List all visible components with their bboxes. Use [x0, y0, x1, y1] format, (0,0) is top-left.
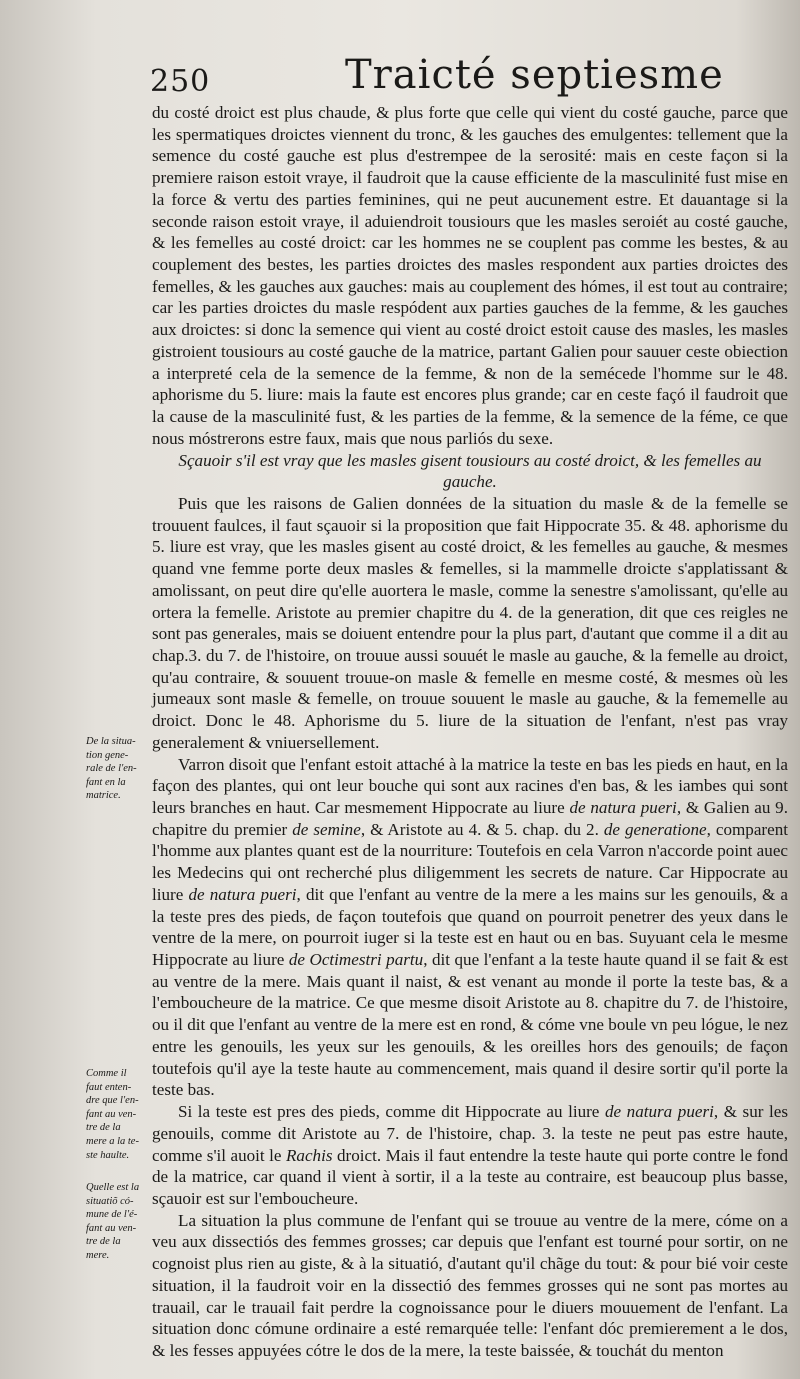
margin-note-line: matrice.	[86, 790, 121, 802]
margin-note-line: tre de la	[86, 1122, 121, 1134]
margin-note-line: dre que l'en-	[86, 1095, 139, 1107]
paragraph-common-situation: La situation la plus commune de l'enfant qui se trouue au ventre de la mere, cóme on a veu aux dissectiós des femmes grosses; car depuis que l'enfant est tourné pour sortir, on ne cognoist plus rien au giste, & à la situatió, d'autant qu'il chãge du tout: & pour bié voir ceste situation, il la faudroit voir en la dissectió des femmes grosses qui ne sont pas mortes au trauail, car le trauail fait perdre la cognoissance pour le diuers mouuement de l'enfant. La situation donc cómune ordinaire a esté remarquée telle: l'enfant dóc premierement a le dos, & les fesses appuyées cótre le dos de la mere, la teste baissée, & touchát du menton	[152, 1210, 788, 1360]
text-run: , dit que l'enfant au ventre de la mere a les mains sur les genouils, & a la teste pres des pieds, de façon toutefois que quand on pourroit penetrer des yeux dans le ventre de la mere, on pourroit iuger si la teste est en haut ou en bas. Suyuant cela le mesme Hippocrate au liure	[152, 884, 789, 970]
margin-note-situation	[86, 735, 148, 803]
latin-term: Rachis	[285, 1145, 333, 1165]
latin-title: de natura pueri	[604, 1102, 714, 1122]
margin-note-head-high	[86, 1067, 148, 1162]
margin-note-line: mere a la te-	[86, 1135, 139, 1147]
text-run: droict. Mais il faut entendre la teste haute qui porte contre le fond de la matrice, car quand il vient à sortir, il a la teste au contraire, est beaucoup plus basse, sçauoir est sur l'emboucheure.	[152, 1145, 789, 1208]
margin-note-line: rale de l'en-	[86, 763, 137, 775]
margin-note-line: fant en la	[86, 776, 126, 788]
margin-note-line: tre de la	[86, 1236, 121, 1248]
text-run: , & sur les genouils, comme dit Aristote au 7. de l'histoire, chap. 3. la teste ne peut pas estre haute, comme s'il auoit le	[152, 1102, 788, 1165]
margin-note-line: mune de l'é-	[86, 1209, 138, 1221]
text-run: Varron disoit que l'enfant estoit attaché à la matrice la teste en bas les pieds en haut, en la façon des plantes, qui ont leur bouche qui sont aux racines d'en bas, & les iambes qui sont leurs branches en haut. Car mesmement Hippocrate au liure	[152, 754, 788, 817]
running-head: Traicté septiesme	[345, 52, 724, 98]
latin-title: de natura pueri	[569, 798, 677, 817]
latin-title: de natura pueri	[188, 884, 297, 904]
margin-note-line: ste haulte.	[86, 1149, 130, 1161]
latin-title: de Octimestri partu	[288, 950, 424, 970]
margin-note-line: situatiõ có-	[86, 1195, 134, 1207]
margin-note-line: tion gene-	[86, 749, 129, 761]
body-text	[152, 102, 788, 1362]
margin-note-common-situation	[86, 1181, 148, 1263]
margin-note-line: Comme il	[86, 1068, 127, 1079]
paragraph-continued: du costé droict est plus chaude, & plus forte que celle qui vient du costé gauche, parce que les spermatiques droictes viennent du tronc, & les gauches des emulgentes: tellement que la semence du costé gauche est plus d'estrempee de la serosité: mais en ceste façon si la premiere raison estoit vraye, il faudroit que la cause efficiente de la masculinité fust mise en la force & vertu des parties feminines, qui ne peut aucunement estre. Et dauantage si la seconde raison estoit vraye, il aduiendroit tousiours que les masles seroiét au costé gauche, & les femelles au costé droict: car les hommes ne se couplent pas comme les bestes, & au couplement des bestes, les parties droictes des masles respondent aux parties droictes des femelles, & les gauches aux gauches: mais au couplement des hómes, il est tout au contraire; car les parties droictes du masle respódent aux parties gauches de la femme, & les gauches aux droictes: si donc la semence qui vient au costé droict estoit cause des masles, les masles gistroient tousiours au costé gauche de la matrice, partant Galien pour sauuer ceste obiection a interpreté cela de la semence de la femme, & non de la semécede l'homme sur le 48. aphorisme du 5. liure: mais la faute est encores plus grande; car en ceste façó il faudroit que la cause de la masculinité fust, & les parties de la femme, & la semence de la féme, ce que nous móstrerons estre faux, mais que nous parliós du sexe.	[152, 103, 788, 448]
margin-note-line: fant au ven-	[86, 1108, 137, 1120]
margin-note-line: fant au ven-	[86, 1222, 137, 1234]
paragraph-varron	[152, 754, 788, 1102]
margin-note-line: Quelle est la	[86, 1182, 140, 1193]
text-run: , comparent l'homme aux plantes quant est de la nourriture: Toutefois en cela Varron n'accorde point auec les Medecins qui ont recherché plus diligemment les secrets de nature. Car Hippocrate au liure	[152, 819, 789, 904]
page-number: 250	[150, 64, 211, 99]
latin-title: de generatione	[603, 819, 707, 839]
margin-note-line: faut enten-	[86, 1081, 132, 1093]
page-header	[150, 52, 790, 102]
text-run: , & Galien au 9. chapitre du premier	[152, 798, 788, 839]
section-subheading: Sçauoir s'il est vray que les masles gisent tousiours au costé droict, & les femelles au gauche.	[178, 450, 762, 492]
margin-note-line: mere.	[86, 1249, 110, 1261]
text-run: Si la teste est pres des pieds, comme dit Hippocrate au liure	[178, 1102, 605, 1122]
paragraph-head-high	[152, 1101, 788, 1210]
text-run: , dit que l'enfant a la teste haute quand il se fait & est au ventre de la mere. Mais quant il naist, & est venant au monde il porte la teste bas, & a l'embouchеure de la matrice. Ce que mesme disoit Aristote au 8. chapitre du 7. de l'histoire, ou il dit que l'enfant au ventre de la mere est en rond, & cóme vne boule vn peu lógue, le nez entre les genouils, les yeux sur les genouils, & les oreilles hors des genouils; de façon toutefois qu'il aye la teste haute au commencement, mais quand il desire sortir qu'il porte la teste bas.	[152, 950, 788, 1100]
margin-note-line: De la situa-	[86, 736, 136, 747]
text-run: , & Aristote au 4. & 5. chap. du 2.	[360, 819, 604, 839]
paragraph-situation-male-female: Puis que les raisons de Galien données de la situation du masle & de la femelle se trouuent faulces, il faut sçauoir si la proposition que fait Hippocrate 35. & 48. aphorisme du 5. liure est vray, que les masles gisent au costé droict, & les femelles au gauche, & mesmes quand vne femme porte deux masles & femelles, si la mammelle droicte s'applatissant & amolissant, on peut dire qu'elle auortera le masle, comme la senestre s'amolissant, qu'elle au ortera la femelle. Aristote au premier chapitre du 4. de la generation, dit que ces reigles ne sont pas generales, mais se doiuent entendre pour la plus part, d'autant que comme il a dit au chap.3. du 7. de l'histoire, on trouue aussi souuét le masle au gauche, & la femelle au droict, qu'au contraire, & souuent trouue-on masle & femelle en mesme costé, & mesmes où les jumeaux sont masle & femelle, on trouue souuent le masle au gauche, & la fememelle au droict. Donc le 48. Aphorisme du 5. liure de la situation de l'enfant, n'est pas vray generalement & vniuersellement.	[152, 493, 788, 752]
latin-title: de semine	[292, 819, 361, 839]
